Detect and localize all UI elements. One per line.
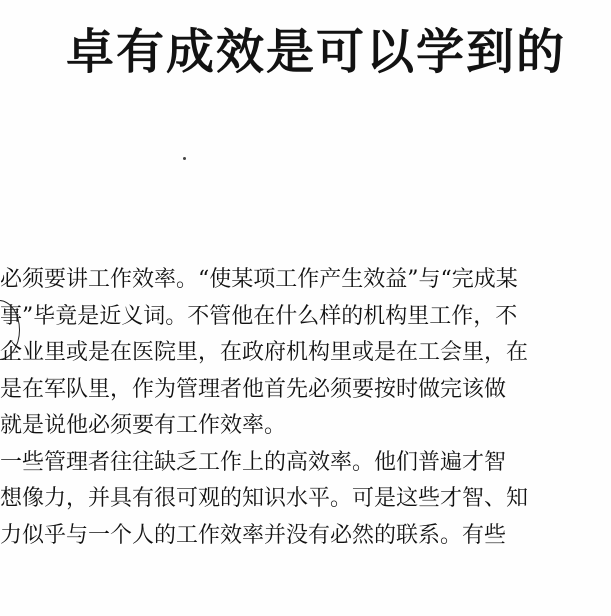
print-speck [183,157,186,160]
text-line: 想像力，并具有很可观的知识水平。可是这些才智、知 [0,486,529,511]
text-line: 是在军队里，作为管理者他首先必须要按时做完该做 [0,376,507,402]
chapter-title: 卓有成效是可以学到的 [66,24,567,80]
text-line: 一些管理者往往缺乏工作上的高效率。他们普遍才智 [0,449,507,475]
text-line: 企业里或是在医院里，在政府机构里或是在工会里，在 [0,340,529,365]
text-line: 力似乎与一个人的工作效率并没有必然的联系。有些 [0,522,507,548]
text-line: 就是说他必须要有工作效率。 [0,413,287,438]
text-line: 事”毕竟是近义词。不管他在什么样的机构里工作，不 [0,303,518,329]
text-line: 必须要讲工作效率。“使某项工作产生效益”与“完成某 [0,267,518,292]
body-paragraph [0,262,611,554]
